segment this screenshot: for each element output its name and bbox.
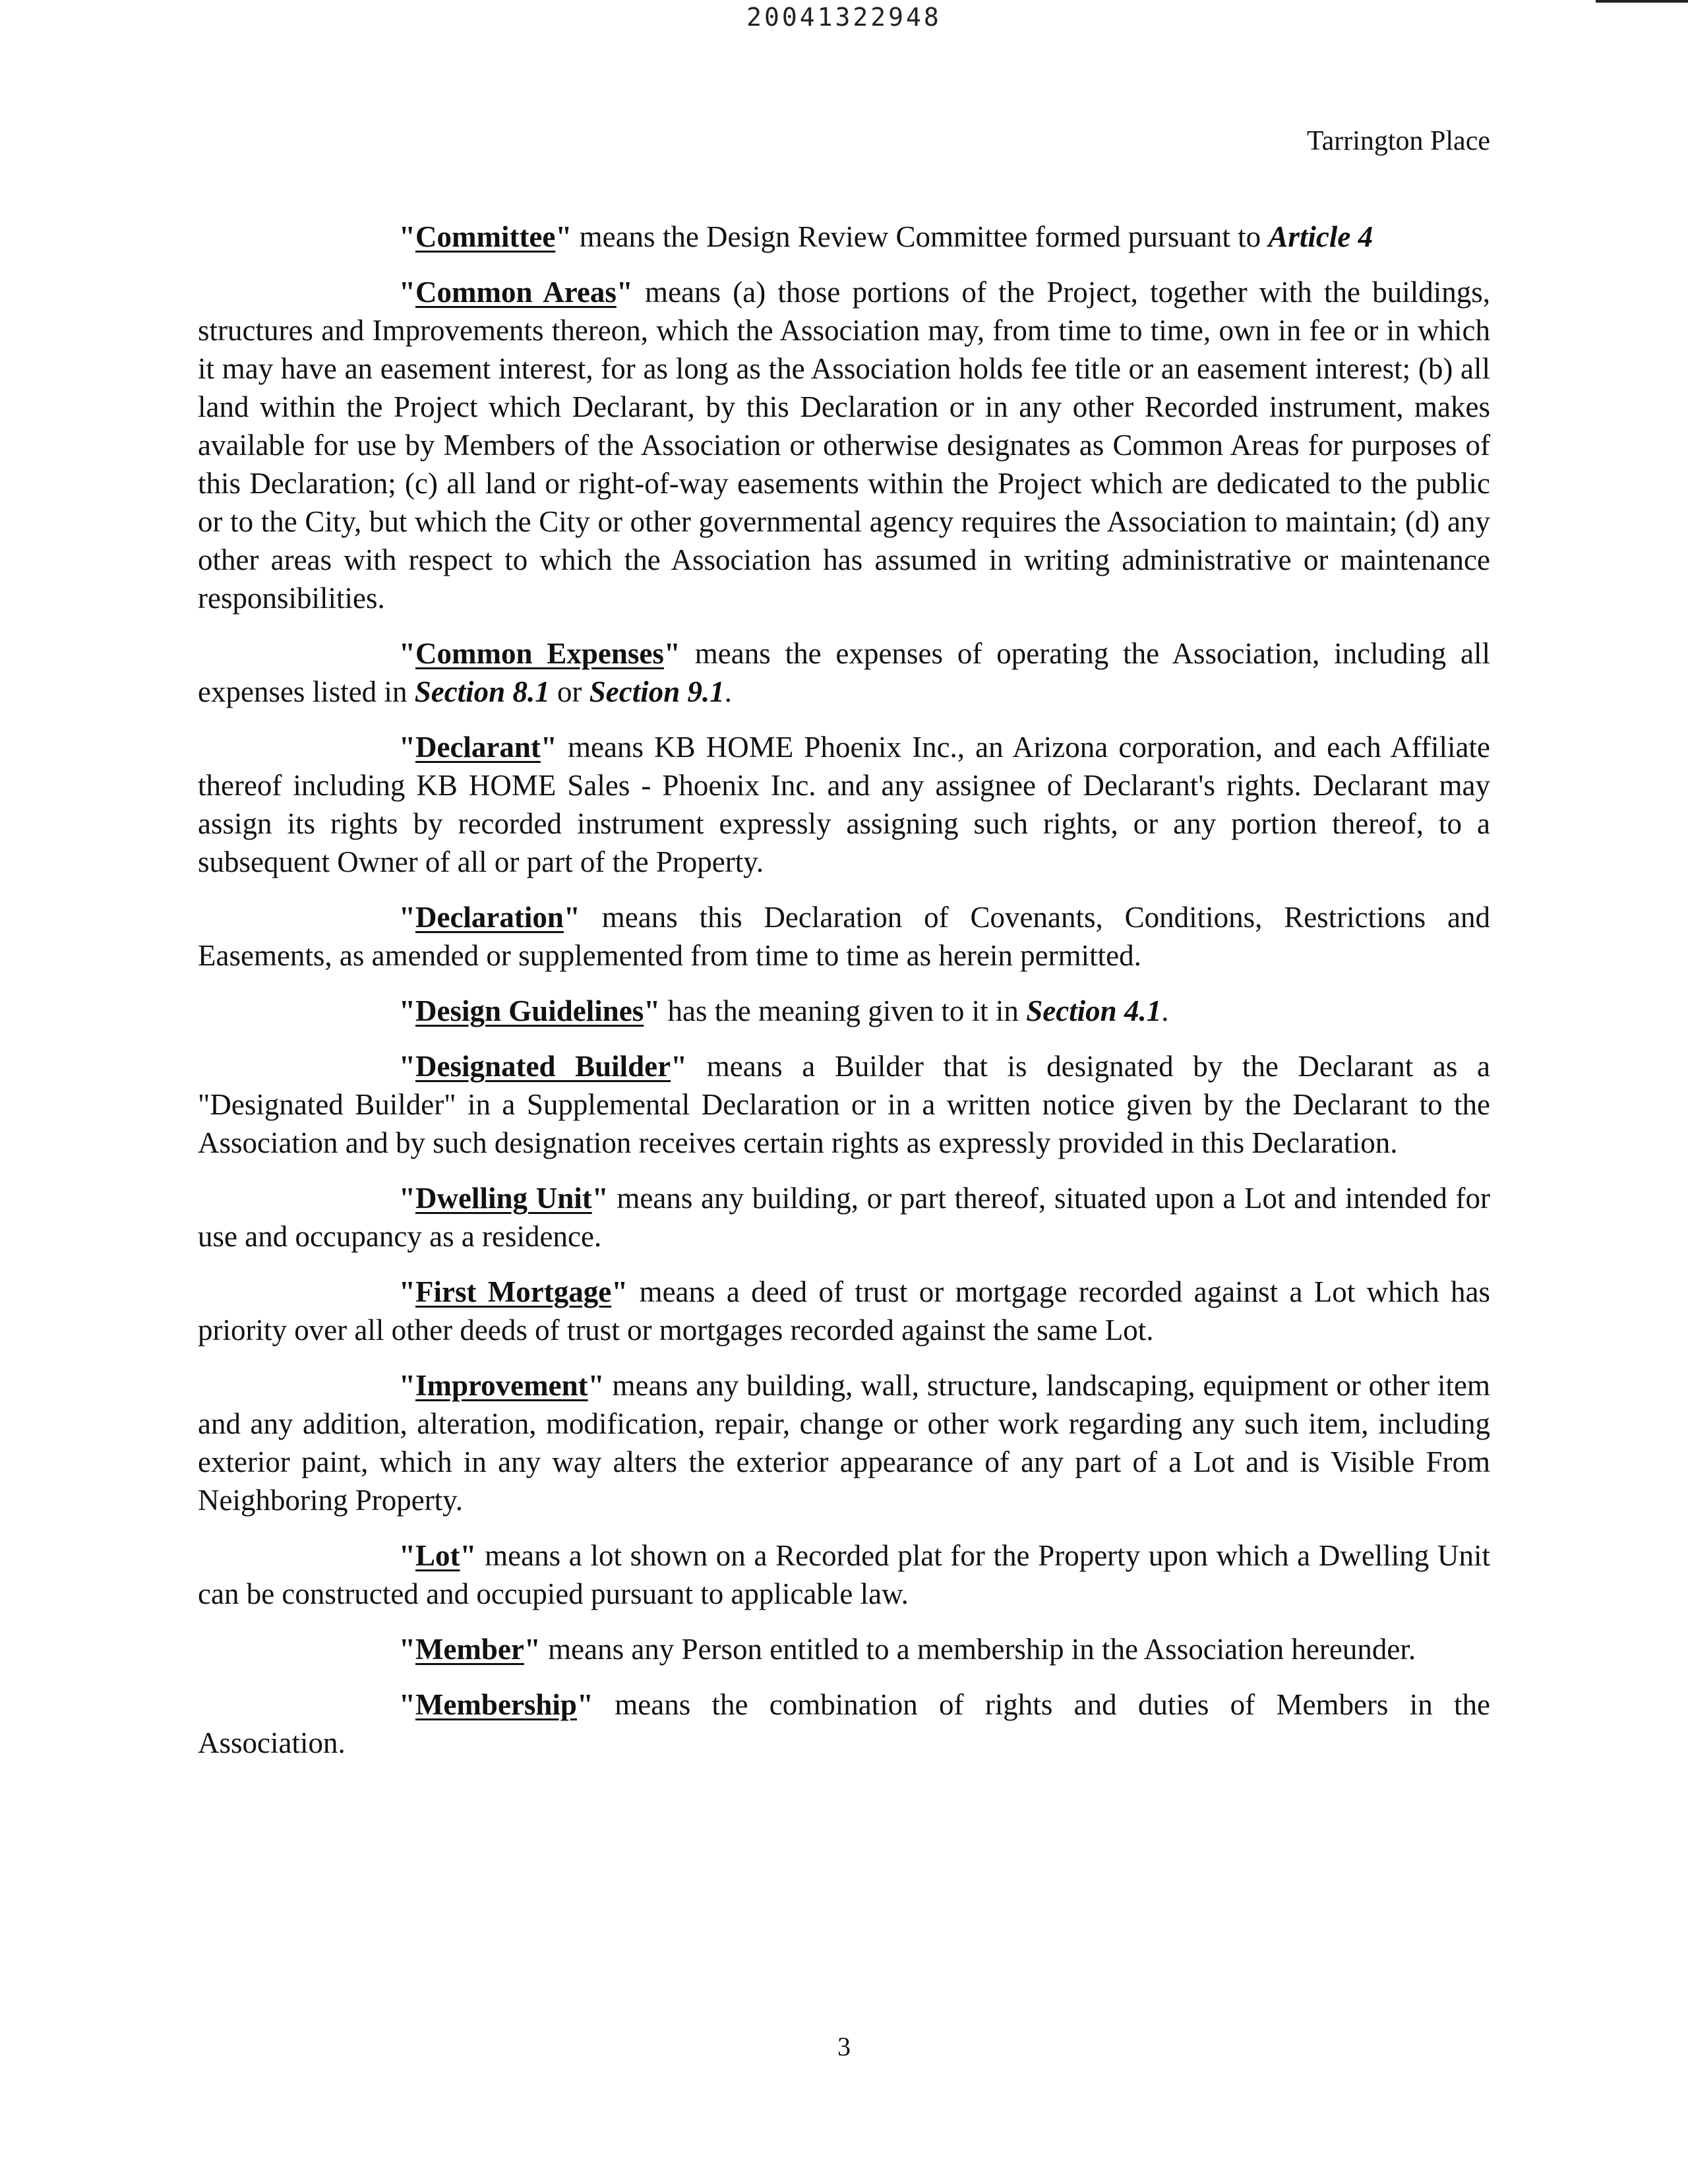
definition-term-label: Designated Builder (415, 1050, 671, 1083)
section-reference: Section 4.1 (1026, 994, 1162, 1027)
definition-paragraph (198, 728, 1490, 881)
definition-term-label: Declaration (415, 901, 564, 934)
definition-text: means the combination of rights and duties of Members in the Association. (198, 1688, 1490, 1759)
definition-text: or (549, 675, 589, 708)
definition-text: means a Builder that is designated by the Declarant as a "Designated Builder" in a Supplemental Declaration or in a written notice given by the Declarant to the Association and by such designation receives certain rights as expressly provided in this Declaration. (198, 1050, 1490, 1159)
scan-corner-mark (1596, 0, 1688, 3)
definition-text: . (1161, 994, 1169, 1027)
definition-term: "First Mortgage" (399, 1275, 628, 1308)
definition-term-label: Membership (415, 1688, 577, 1721)
definition-paragraph (198, 1273, 1490, 1349)
definition-term: "Common Areas" (399, 276, 633, 309)
definition-term: "Designated Builder" (399, 1050, 688, 1083)
definition-term: "Declaration" (399, 901, 580, 934)
definition-paragraph (198, 898, 1490, 975)
definition-text: means (a) those portions of the Project, together with the buildings, structures and Improvements thereon, which the Association may, from time to time, own in fee or in which it may have an easement interest, for as long as the Association holds fee title or an easement interest; (b) all land within the Project which Declarant, by this Declaration or in any other Recorded instrument, makes available for use by Members of the Association or otherwise designates as Common Areas for purposes of this Declaration; (c) all land or right-of-way easements within the Project which are dedicated to the public or to the City, but which the City or other governmental agency requires the Association to maintain; (d) any other areas with respect to which the Association has assumed in writing administrative or maintenance responsibilities. (198, 276, 1490, 615)
page-number: 3 (837, 2032, 851, 2061)
definition-term-label: First Mortgage (415, 1275, 612, 1308)
definition-term-label: Committee (415, 220, 556, 253)
definition-term-label: Design Guidelines (415, 994, 644, 1027)
section-reference: Section 9.1 (589, 675, 725, 708)
definition-term-label: Member (415, 1633, 524, 1666)
definition-text: means KB HOME Phoenix Inc., an Arizona corporation, and each Affiliate thereof including KB HOME Sales - Phoenix Inc. and any assignee of Declarant's rights. Declarant may assign its rights by recorded instrument expressly assigning such rights, or any portion thereof, to a subsequent Owner of all or part of the Property. (198, 731, 1490, 878)
definition-paragraph (198, 273, 1490, 617)
definition-term: "Common Expenses" (399, 637, 680, 670)
definition-paragraph (198, 992, 1490, 1030)
definition-term: "Declarant" (399, 731, 557, 764)
document-id: 20041322948 (746, 3, 942, 32)
definition-term: "Member" (399, 1633, 541, 1666)
definition-paragraph (198, 218, 1490, 256)
definition-paragraph (198, 1685, 1490, 1762)
definition-text: means a lot shown on a Recorded plat for the Property upon which a Dwelling Unit can be constructed and occupied pursuant to applicable law. (198, 1539, 1490, 1610)
definition-text: means any building, wall, structure, landscaping, equipment or other item and any addition, alteration, modification, repair, change or other work regarding any such item, including exterior paint, which in any way alters the exterior appearance of any part of a Lot and is Visible From Neighboring Property. (198, 1369, 1490, 1517)
document-header-title: Tarrington Place (1306, 126, 1490, 156)
definition-paragraph (198, 634, 1490, 711)
definition-text: means this Declaration of Covenants, Conditions, Restrictions and Easements, as amended or supplemented from time to time as herein permitted. (198, 901, 1490, 972)
definition-term-label: Improvement (415, 1369, 588, 1402)
definition-term-label: Dwelling Unit (415, 1182, 592, 1215)
definitions-list (198, 218, 1490, 1779)
definition-paragraph (198, 1536, 1490, 1613)
definition-text: has the meaning given to it in (660, 994, 1027, 1027)
definition-term-label: Common Expenses (415, 637, 664, 670)
definition-term: "Committee" (399, 220, 572, 253)
definition-text: . (724, 675, 732, 708)
definition-text: means any Person entitled to a membership in the Association hereunder. (540, 1633, 1416, 1666)
definition-text: means a deed of trust or mortgage recorded against a Lot which has priority over all other deeds of trust or mortgages recorded against the same Lot. (198, 1275, 1490, 1347)
definition-paragraph (198, 1630, 1490, 1668)
definition-paragraph (198, 1179, 1490, 1256)
definition-term-label: Lot (415, 1539, 460, 1572)
definition-term: "Dwelling Unit" (399, 1182, 609, 1215)
definition-term: "Membership" (399, 1688, 593, 1721)
definition-term: "Lot" (399, 1539, 477, 1572)
definition-term: "Design Guidelines" (399, 994, 661, 1027)
definition-text: means the Design Review Committee formed pursuant to (572, 220, 1269, 253)
definition-term: "Improvement" (399, 1369, 605, 1402)
definition-text: means the expenses of operating the Association, including all expenses listed in (198, 637, 1490, 708)
section-reference: Section 8.1 (414, 675, 550, 708)
definition-term-label: Common Areas (415, 276, 617, 309)
definition-text: means any building, or part thereof, situated upon a Lot and intended for use and occupancy as a residence. (198, 1182, 1491, 1253)
definition-paragraph (198, 1366, 1490, 1519)
definition-paragraph (198, 1047, 1490, 1162)
section-reference: Article 4 (1268, 220, 1373, 253)
definition-term-label: Declarant (415, 731, 541, 764)
